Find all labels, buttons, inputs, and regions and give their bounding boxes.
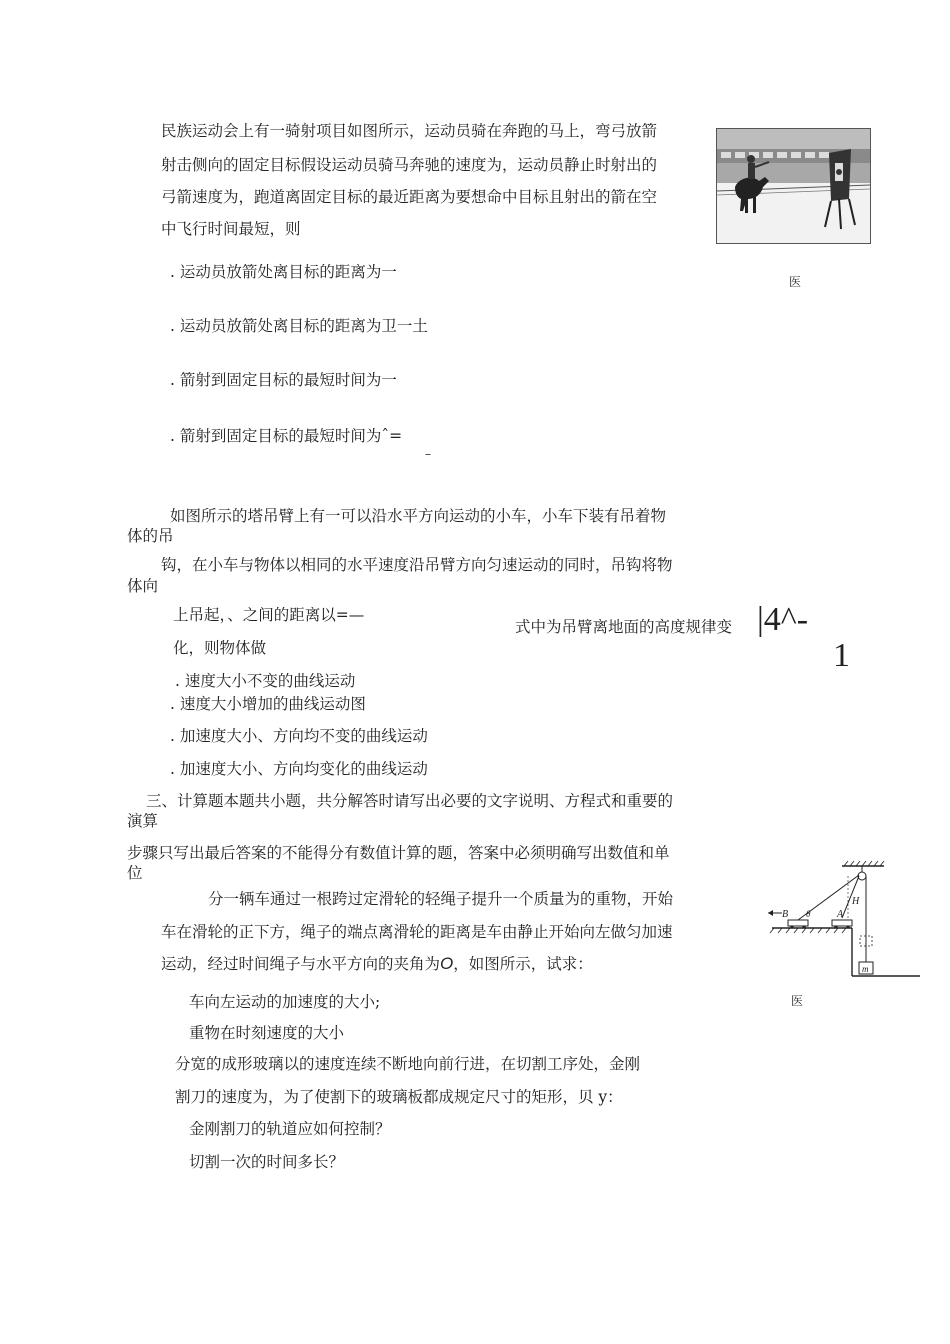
q3-line-3 — [161, 954, 593, 974]
q4-line-1: 分宽的成形玻璃以的速度连续不断地向前行进，在切割工序处，金刚 — [175, 1055, 641, 1073]
section3-line-1: 三、计算题本题共小题，共分解答时请写出必要的文字说明、方程式和重要的 — [146, 792, 674, 810]
q1-line-4: 中飞行时间最短，则 — [161, 220, 301, 238]
q3-theta-symbol: O — [440, 954, 454, 973]
q1-option-b: . 运动员放箭处离目标的距离为卫一土 — [170, 317, 428, 335]
q1-option-c: . 箭射到固定目标的最短时间为一 — [170, 371, 397, 389]
pulley-diagram — [768, 860, 928, 982]
q1-option-d: . 箭射到固定目标的最短时间为ˆ= — [170, 427, 403, 445]
q4-sub-1: 金刚割刀的轨道应如何控制？ — [189, 1120, 391, 1138]
q3-figure-caption: 医 — [791, 994, 804, 1008]
q2-option-d: . 加速度大小、方向均变化的曲线运动 — [170, 760, 428, 778]
q2-option-c: . 加速度大小、方向均不变的曲线运动 — [170, 727, 428, 745]
q2-line-7: 化，则物体做 — [173, 639, 267, 657]
q4-line-2: 割刀的速度为，为了使割下的玻璃板都成规定尺寸的矩形，贝 y： — [175, 1088, 623, 1106]
q3-sub-1: 车向左运动的加速度的大小; — [189, 993, 381, 1011]
q1-line-3: 弓箭速度为，跑道离固定目标的最近距离为要想命中目标且射出的箭在空 — [161, 188, 658, 206]
archery-photo — [716, 128, 871, 244]
q3-line-2: 车在滑轮的正下方，绳子的端点离滑轮的距离是车由静止开始向左做匀加速 — [161, 923, 673, 941]
q1-line-1: 民族运动会上有一骑射项目如图所示，运动员骑在奔跑的马上，弯弓放箭 — [161, 122, 658, 140]
q1-line-2: 射击侧向的固定目标假设运动员骑马奔驰的速度为，运动员静止时射出的 — [161, 156, 658, 174]
section3-line-2: 演算 — [127, 812, 159, 830]
q2-line-1: 如图所示的塔吊臂上有一可以沿水平方向运动的小车，小车下装有吊着物 — [170, 507, 667, 525]
q2-option-b: . 速度大小增加的曲线运动图 — [170, 695, 366, 713]
diagram-label-a: A — [837, 909, 844, 920]
q2-line-2: 体的吊 — [127, 527, 174, 545]
diagram-label-b: B — [782, 909, 789, 920]
diagram-label-m: m — [862, 964, 869, 974]
q2-side-big-2: 1 — [833, 637, 850, 674]
section3-line-4: 位 — [127, 864, 143, 882]
q3-line-3-text: 运动，经过时间绳子与水平方向的夹角为 — [161, 955, 441, 973]
q2-option-a: . 速度大小不变的曲线运动 — [175, 672, 356, 690]
q1-option-a: . 运动员放箭处离目标的距离为一 — [170, 263, 397, 281]
q2-side-big-1: |4^- — [757, 601, 809, 638]
diagram-label-h: H — [852, 896, 860, 907]
q3-line-1: 分一辆车通过一根跨过定滑轮的轻绳子提升一个质量为的重物，开始 — [208, 890, 674, 908]
q1-dash: – — [425, 447, 431, 461]
section3-line-3: 步骤只写出最后答案的不能得分有数值计算的题，答案中必须明确写出数值和单 — [127, 844, 670, 862]
q4-sub-2: 切割一次的时间多长？ — [189, 1153, 345, 1171]
q3-sub-2: 重物在时刻速度的大小 — [189, 1024, 345, 1042]
diagram-label-theta: θ — [806, 909, 811, 919]
q2-line-3: 钩，在小车与物体以相同的水平速度沿吊臂方向匀速运动的同时，吊钩将物 — [161, 556, 673, 574]
q2-line-4: 体向 — [127, 577, 159, 595]
q2-line-6: 式中为吊臂离地面的高度规律变 — [515, 618, 733, 636]
q1-figure-caption: 医 — [789, 275, 802, 289]
q3-line-3-end: ，如图所示，试求： — [453, 955, 593, 973]
q2-line-5: 上吊起，、之间的距离以=— — [173, 606, 365, 624]
